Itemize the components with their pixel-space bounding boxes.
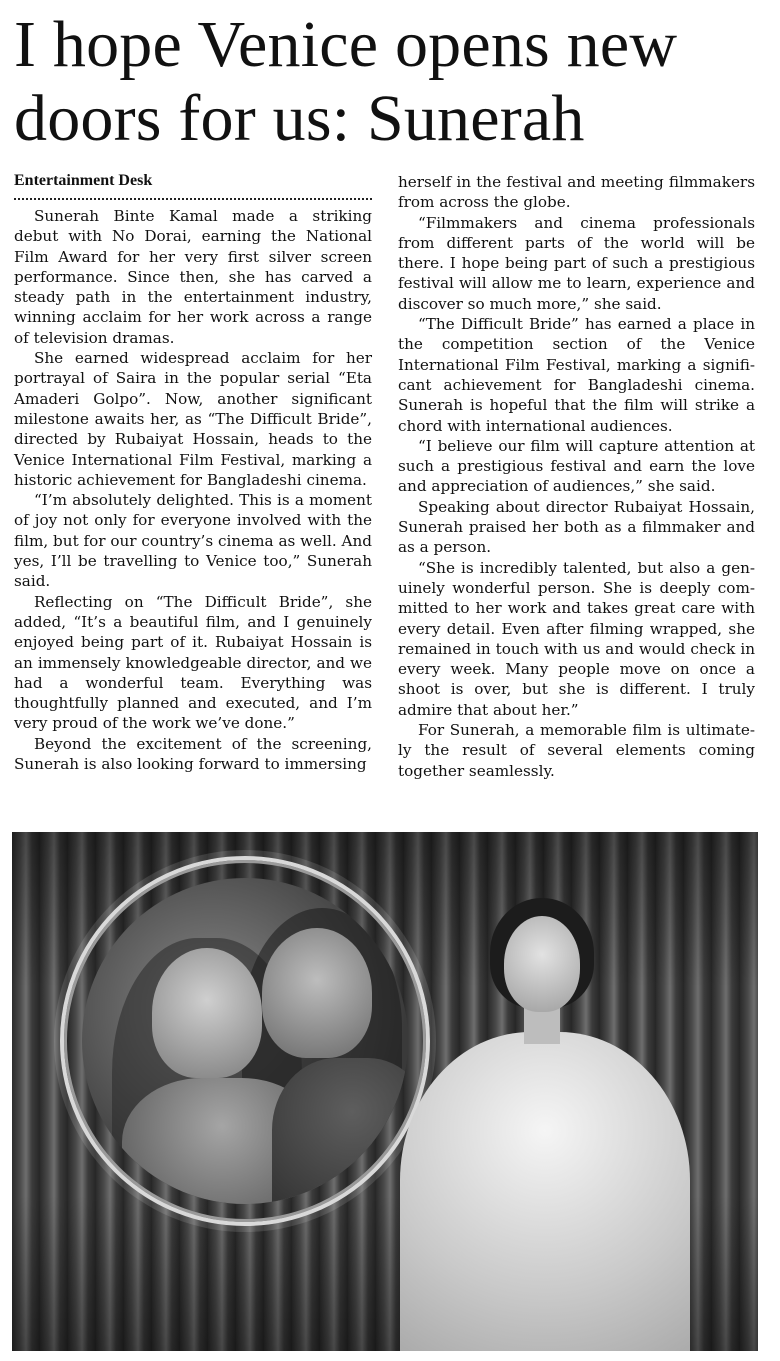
woman-saree-figure	[400, 1032, 690, 1351]
paragraph: For Sunerah, a memorable film is ultimately the result of several elements coming together seamlessly.	[398, 721, 755, 780]
paragraph: “I believe our film will capture attention at such a prestigious festival and earn the love and appreciation of audiences,” she said.	[398, 436, 755, 496]
paragraph: “She is incredibly talented, but also a genuinely wonderful person. She is deeply committed to her work and takes great care with every detail. Even after filming wrapped, she remained in touch with us and would check in every week. Many people move on once a shoot is over, but she is different. I truly admire that about her.”	[398, 558, 755, 719]
paragraph: Beyond the excitement of the screening, Sunerah is also looking forward to immersing	[14, 734, 372, 774]
article-photo	[12, 832, 758, 1351]
headline: I hope Venice opens new doors for us: Sunerah	[14, 8, 678, 155]
paragraph: Speaking about director Rubaiyat Hossain, Sunerah praised her both as a filmmaker and as a person.	[398, 497, 755, 557]
article-column-left	[14, 170, 372, 774]
director-figure	[272, 1058, 408, 1204]
paragraph: Reflecting on “The Difficult Bride”, she added, “It’s a beautiful film, and I genuinely enjoyed being part of it. Rubaiyat Hossain is an immensely knowledgeable director, and we had a wonderful team. Everything was thoughtfully planned and executed, and I’m very proud of the work we’ve done.”	[14, 592, 372, 733]
woman-face	[504, 916, 580, 1012]
director-face	[262, 928, 372, 1058]
inset-photo-circle	[82, 878, 408, 1204]
paragraph: She earned widespread acclaim for her portrayal of Saira in the popular serial “Eta Amaderi Golpo”. Now, another significant milestone awaits her, as “The Difficult Bride”, directed by Rubaiyat Hossain, heads to the Venice International Film Festival, marking a historic achievement for Bangladeshi cinema.	[14, 349, 372, 489]
byline: Entertainment Desk	[14, 170, 372, 200]
paragraph: herself in the festival and meeting filmmakers from across the globe.	[398, 173, 755, 212]
paragraph: “The Difficult Bride” has earned a place in the competition section of the Venice International Film Festival, marking a significant achievement for Bangladeshi cinema. Sunerah is hopeful that the film will strike a chord with international audiences.	[398, 315, 755, 435]
paragraph: “Filmmakers and cinema professionals from different parts of the world will be there. I hope being part of such a prestigious festival will allow me to learn, experience and discover so much more,” she said.	[398, 213, 755, 313]
article-column-right	[398, 172, 755, 781]
paragraph: “I’m absolutely delighted. This is a moment of joy not only for everyone involved with the film, but for our country’s cinema as well. And yes, I’ll be travelling to Venice too,” Sunerah said.	[14, 491, 372, 591]
bride-face	[152, 948, 262, 1078]
paragraph: Sunerah Binte Kamal made a striking debut with No Dorai, earning the National Film Award for her very first silver screen performance. Since then, she has carved a steady path in the entertainment industry, winning acclaim for her work across a range of television dramas.	[14, 207, 372, 347]
